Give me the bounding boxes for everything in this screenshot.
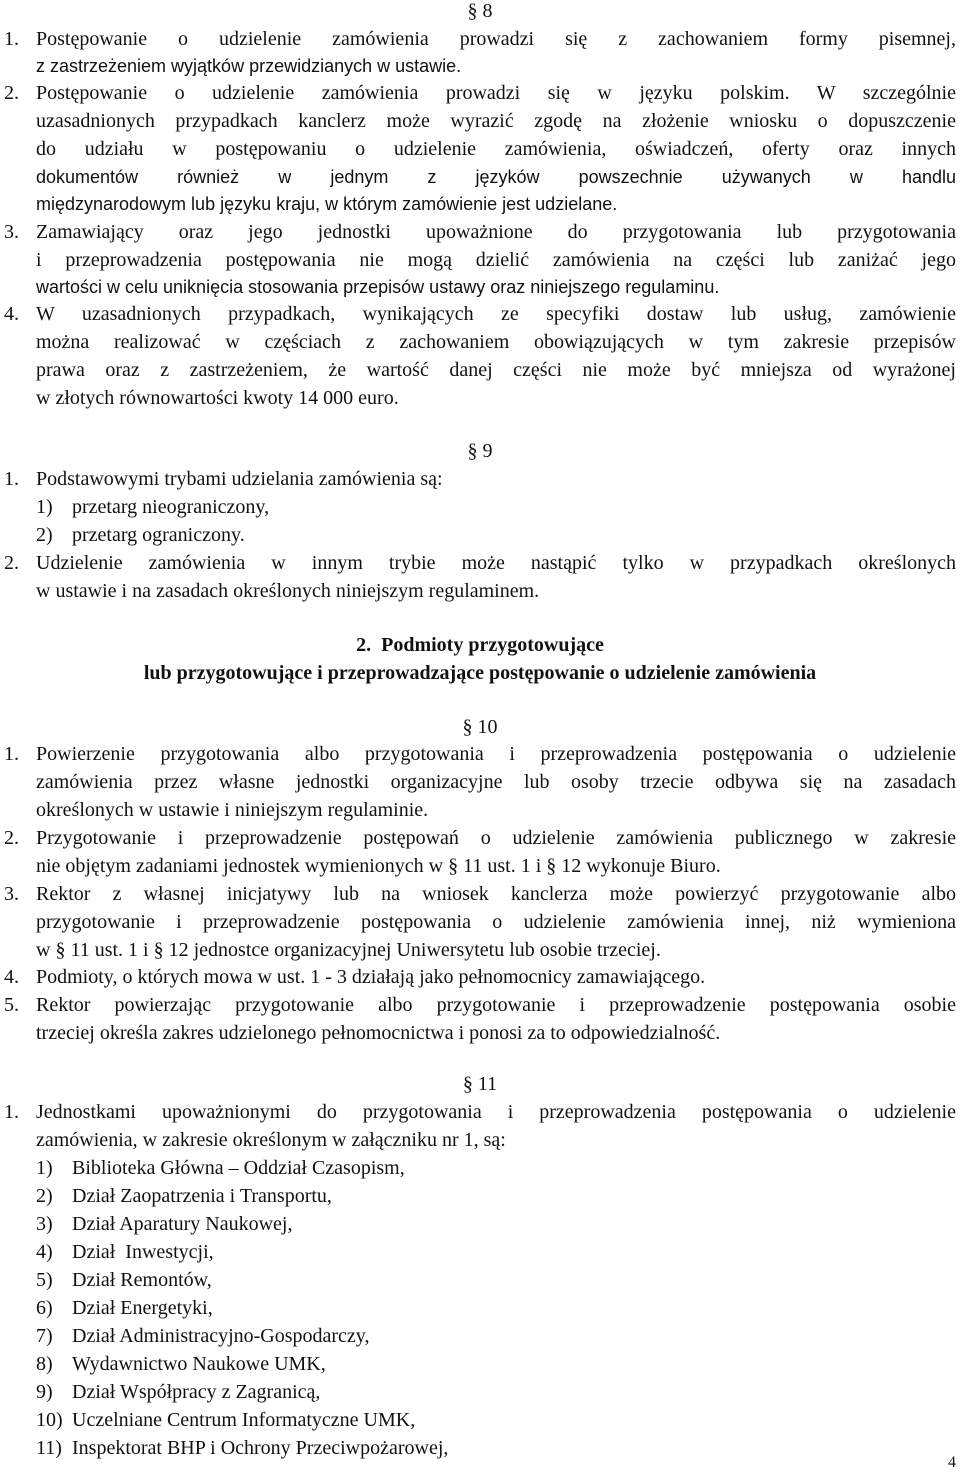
list-item-label: Dział Inwestycji,: [72, 1241, 214, 1263]
list-item-number: 4): [36, 1241, 53, 1263]
paragraph-line: Jednostkami upoważnionymi do przygotowania i przeprowadzenia postępowania o udzielenie: [36, 1101, 956, 1123]
paragraph-number: 3.: [4, 221, 19, 243]
paragraph-line: międzynarodowym lub języku kraju, w którym zamówienie jest udzielane.: [36, 194, 618, 214]
paragraph-line: w złotych równowartości kwoty 14 000 euro.: [36, 387, 399, 409]
list-item-number: 1): [36, 496, 53, 518]
list-item-number: 10): [36, 1409, 63, 1431]
paragraph-line: do udziału w postępowaniu o udzielenie zamówienia, oświadczeń, oferty oraz innych: [36, 138, 956, 160]
paragraph-line: Zamawiający oraz jego jednostki upoważnione do przygotowania lub przygotowania: [36, 221, 956, 243]
paragraph-line: prawa oraz z zastrzeżeniem, że wartość danej części nie może być mniejsza od wyrażonej: [36, 359, 956, 381]
paragraph-line: uzasadnionych przypadkach kanclerz może wyrazić zgodę na złożenie wniosku o dopuszczenie: [36, 110, 956, 132]
list-item-label: Dział Współpracy z Zagranicą,: [72, 1381, 321, 1403]
list-item-number: 11): [36, 1437, 62, 1459]
list-item-label: Uczelniane Centrum Informatyczne UMK,: [72, 1409, 416, 1431]
list-item-number: 6): [36, 1297, 53, 1319]
list-item-label: przetarg ograniczony.: [72, 524, 245, 546]
paragraph-line: Rektor z własnej inicjatywy lub na wniosek kanclerza może powierzyć przygotowanie albo: [36, 883, 956, 905]
list-item-label: Wydawnictwo Naukowe UMK,: [72, 1353, 326, 1375]
list-item-label: Dział Remontów,: [72, 1269, 212, 1291]
section-heading-8: § 8: [467, 0, 493, 22]
paragraph-line: trzeciej określa zakres udzielonego pełnomocnictwa i ponosi za to odpowiedzialność.: [36, 1022, 721, 1044]
paragraph-line: nie objętym zadaniami jednostek wymienionych w § 11 ust. 1 i § 12 wykonuje Biuro.: [36, 855, 721, 877]
list-item-number: 7): [36, 1325, 53, 1347]
paragraph-number: 5.: [4, 994, 19, 1016]
paragraph-line: z zastrzeżeniem wyjątków przewidzianych w ustawie.: [36, 56, 462, 76]
paragraph-line: zamówienia, w zakresie określonym w załączniku nr 1, są:: [36, 1129, 506, 1151]
paragraph-number: 2.: [4, 552, 19, 574]
list-item-label: Dział Energetyki,: [72, 1297, 213, 1319]
section-heading-11: § 11: [462, 1073, 498, 1095]
paragraph-number: 2.: [4, 82, 19, 104]
paragraph-number: 3.: [4, 883, 19, 905]
paragraph-line: można realizować w częściach z zachowaniem obowiązujących w tym zakresie przepisów: [36, 331, 956, 353]
paragraph-line: Przygotowanie i przeprowadzenie postępowań o udzielenie zamówienia publicznego w zakresie: [36, 827, 956, 849]
section-heading-9: § 9: [467, 440, 493, 462]
paragraph-line: Postępowanie o udzielenie zamówienia prowadzi się w języku polskim. W szczególnie: [36, 82, 956, 104]
paragraph-number: 1.: [4, 743, 19, 765]
list-item-number: 8): [36, 1353, 53, 1375]
paragraph-line: dokumentów również w jednym z języków powszechnie używanych w handlu: [36, 167, 956, 187]
paragraph-number: 4.: [4, 966, 19, 988]
chapter-number: 2.: [356, 634, 372, 656]
paragraph-line: Rektor powierzając przygotowanie albo przygotowanie i przeprowadzenie postępowania osobie: [36, 994, 956, 1016]
page-number: 4: [948, 1454, 956, 1471]
chapter-title-line-1: [0, 632, 960, 658]
paragraph-number: 1.: [4, 468, 19, 490]
chapter-title: Podmioty przygotowujące: [381, 634, 604, 656]
paragraph-line: przygotowanie i przeprowadzenie postępowania o udzielenie zamówienia innej, niż wymieniona: [36, 911, 956, 933]
paragraph-line: Podmioty, o których mowa w ust. 1 - 3 działają jako pełnomocnicy zamawiającego.: [36, 966, 706, 988]
paragraph-number: 1.: [4, 1101, 19, 1123]
paragraph-line: Udzielenie zamówienia w innym trybie może nastąpić tylko w przypadkach określonych: [36, 552, 956, 574]
list-item-label: Biblioteka Główna – Oddział Czasopism,: [72, 1157, 405, 1179]
paragraph-line: Powierzenie przygotowania albo przygotowania i przeprowadzenia postępowania o udzielenie: [36, 743, 956, 765]
list-item-number: 2): [36, 524, 53, 546]
paragraph-number: 4.: [4, 303, 19, 325]
paragraph-number: 2.: [4, 827, 19, 849]
paragraph-line: Postępowanie o udzielenie zamówienia prowadzi się z zachowaniem formy pisemnej,: [36, 28, 956, 50]
list-item-label: Inspektorat BHP i Ochrony Przeciwpożarowej,: [72, 1437, 449, 1459]
list-item-label: Dział Aparatury Naukowej,: [72, 1213, 293, 1235]
list-item-label: przetarg nieograniczony,: [72, 496, 270, 518]
paragraph-line: wartości w celu uniknięcia stosowania przepisów ustawy oraz niniejszego regulaminu.: [36, 277, 720, 297]
list-item-number: 2): [36, 1185, 53, 1207]
list-item-label: Dział Zaopatrzenia i Transportu,: [72, 1185, 332, 1207]
section-heading-10: § 10: [462, 716, 498, 738]
paragraph-line: w ustawie i na zasadach określonych niniejszym regulaminem.: [36, 580, 540, 602]
paragraph-line: W uzasadnionych przypadkach, wynikających ze specyfiki dostaw lub usług, zamówienie: [36, 303, 956, 325]
list-item-label: Dział Administracyjno-Gospodarczy,: [72, 1325, 370, 1347]
list-item-number: 9): [36, 1381, 53, 1403]
list-item-number: 5): [36, 1269, 53, 1291]
list-item-number: 1): [36, 1157, 53, 1179]
paragraph-number: 1.: [4, 28, 19, 50]
paragraph-line: zamówienia przez własne jednostki organizacyjne lub osoby trzecie odbywa się na zasadach: [36, 771, 956, 793]
paragraph-line: w § 11 ust. 1 i § 12 jednostce organizacyjnej Uniwersytetu lub osobie trzeciej.: [36, 939, 661, 961]
paragraph-line: określonych w ustawie i niniejszym regulaminie.: [36, 799, 429, 821]
paragraph-line: Podstawowymi trybami udzielania zamówienia są:: [36, 468, 443, 490]
list-item-number: 3): [36, 1213, 53, 1235]
paragraph-line: i przeprowadzenia postępowania nie mogą dzielić zamówienia na części lub zaniżać jego: [36, 249, 956, 271]
chapter-title-line-2: lub przygotowujące i przeprowadzające postępowanie o udzielenie zamówienia: [143, 662, 817, 684]
